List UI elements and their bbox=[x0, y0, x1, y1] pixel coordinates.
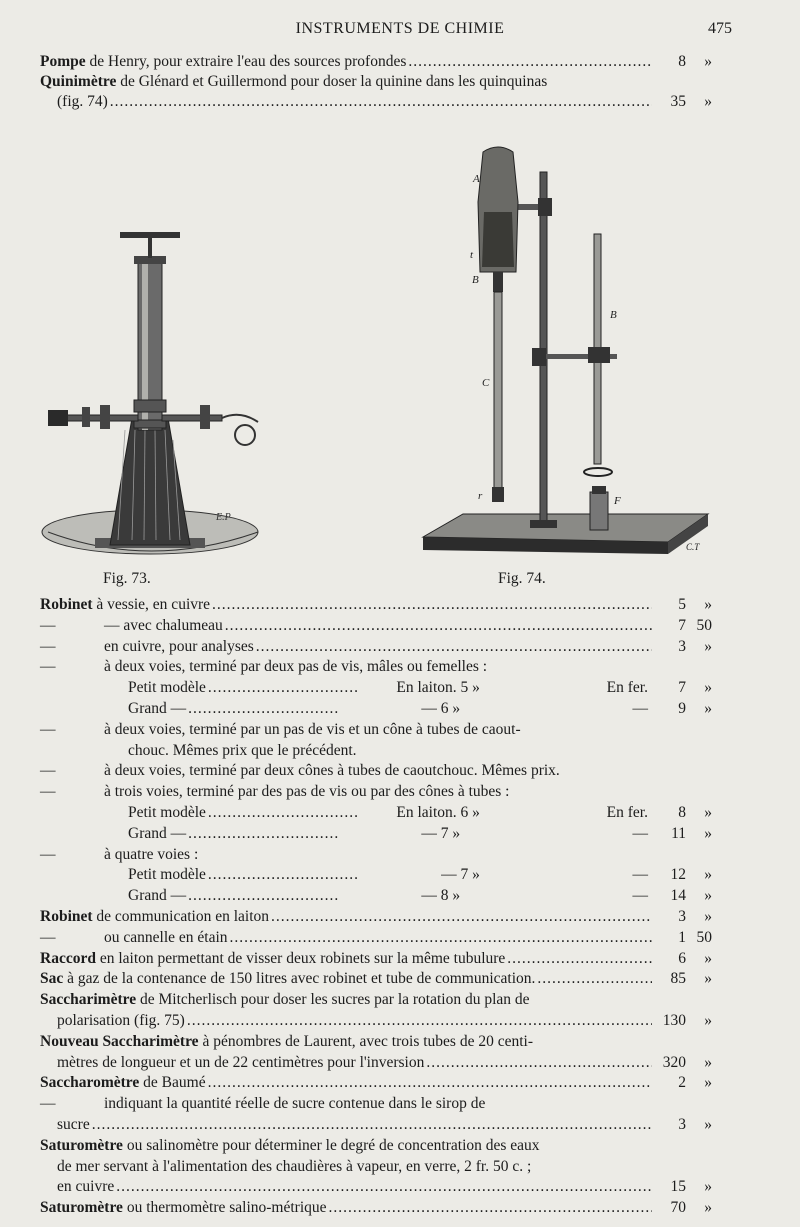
label-b2: B bbox=[610, 309, 617, 321]
entry-text: en laiton permettant de visser deux robinets sur la même tubulure bbox=[95, 949, 506, 967]
running-title: INSTRUMENTS DE CHIMIE bbox=[295, 20, 505, 37]
list-entry bbox=[40, 969, 712, 989]
entry-keyword: Saturomètre bbox=[40, 1136, 123, 1154]
pump-illustration bbox=[40, 220, 270, 570]
entry-text: de Mitcherlisch pour doser les sucres par la rotation du plan de bbox=[136, 991, 530, 1009]
engraver-signature: E.P bbox=[216, 512, 231, 523]
entry-text: ou salinomètre pour déterminer le degré de concentration des eaux bbox=[122, 1136, 540, 1154]
ditto-dash: — bbox=[40, 720, 56, 738]
list-entry bbox=[40, 1136, 712, 1156]
list-entry bbox=[40, 720, 712, 740]
price: 12 » bbox=[670, 866, 712, 884]
leader-dots bbox=[507, 949, 652, 969]
list-entry bbox=[128, 865, 712, 885]
entry-text: de Glénard et Guillermond pour doser la quinine dans les quinquinas bbox=[116, 73, 548, 90]
leader-dots bbox=[271, 907, 652, 927]
list-entry bbox=[40, 616, 712, 636]
price: 9 » bbox=[678, 700, 712, 717]
entry-text: Grand — bbox=[128, 700, 187, 717]
price: 8 » bbox=[678, 804, 712, 821]
figure-caption: Fig. 73. bbox=[103, 570, 151, 587]
list-entry bbox=[128, 886, 712, 906]
entry-text: ou cannelle en étain bbox=[104, 928, 228, 946]
entry-text: en cuivre, pour analyses bbox=[104, 637, 254, 655]
leader-dots bbox=[208, 1073, 652, 1093]
entry-text: — avec chalumeau bbox=[104, 616, 223, 634]
variant-price: — 6 » bbox=[421, 700, 461, 717]
list-entry bbox=[128, 678, 712, 698]
entry-text: Grand — bbox=[128, 824, 187, 842]
list-entry bbox=[128, 803, 712, 823]
label-f: F bbox=[614, 495, 621, 507]
list-entry bbox=[57, 1053, 712, 1073]
entry-text: Petit modèle bbox=[128, 679, 206, 697]
list-entry bbox=[128, 824, 712, 844]
entry-text: à vessie, en cuivre bbox=[92, 596, 211, 613]
entry-pompe bbox=[40, 52, 712, 72]
entry-text: sucre bbox=[57, 1116, 90, 1133]
leader-dots bbox=[187, 1011, 652, 1031]
entry-text: indiquant la quantité réelle de sucre contenue dans le sirop de bbox=[104, 1095, 486, 1113]
price: 15 » bbox=[670, 1178, 712, 1196]
list-entry bbox=[40, 761, 712, 781]
price: 3 » bbox=[678, 637, 712, 655]
entry-keyword: Raccord bbox=[40, 949, 96, 967]
entry-text: à deux voies, terminé par un pas de vis et un cône à tubes de caout- bbox=[104, 720, 521, 738]
entry-text: de Henry, pour extraire l'eau des sources profondes bbox=[85, 53, 407, 70]
list-entry bbox=[40, 595, 712, 615]
ditto-dash: — bbox=[40, 1095, 56, 1113]
entry-text: à pénombres de Laurent, avec trois tubes de 20 centi- bbox=[198, 1032, 533, 1050]
label-t: t bbox=[470, 249, 474, 261]
entry-text: à quatre voies : bbox=[104, 845, 199, 863]
entry-keyword: Robinet bbox=[40, 908, 93, 925]
leader-dots bbox=[208, 803, 358, 823]
leader-dots bbox=[256, 637, 652, 657]
engraver-signature: C.T bbox=[686, 542, 700, 552]
entry-keyword: Saccharimètre bbox=[40, 991, 137, 1009]
entry-keyword: Pompe bbox=[40, 53, 86, 70]
price: 6 » bbox=[678, 949, 712, 967]
list-entry bbox=[40, 928, 712, 948]
label-r: r bbox=[478, 490, 483, 502]
list-entry bbox=[40, 990, 712, 1010]
leader-dots bbox=[537, 969, 652, 989]
entry-text: à deux voies, terminé par deux pas de vis, mâles ou femelles : bbox=[104, 658, 488, 676]
list-entry bbox=[40, 782, 712, 802]
price: 320 » bbox=[662, 1053, 712, 1071]
entry-text: de communication en laiton bbox=[92, 908, 270, 925]
leader-dots bbox=[188, 699, 338, 719]
price: 85 » bbox=[670, 970, 712, 988]
entry-text: polarisation (fig. 75) bbox=[57, 1012, 185, 1029]
list-entry bbox=[40, 637, 712, 657]
leader-dots bbox=[230, 928, 652, 948]
ditto-dash: — bbox=[40, 658, 56, 676]
price: 8 » bbox=[678, 53, 712, 70]
variant-material: En fer. bbox=[606, 679, 648, 697]
price: 14 » bbox=[670, 887, 712, 905]
list-entry bbox=[40, 1094, 712, 1114]
ditto-dash: — bbox=[40, 928, 56, 946]
ditto-dash: — bbox=[40, 616, 56, 634]
list-entry bbox=[128, 699, 712, 719]
figure-caption: Fig. 74. bbox=[498, 570, 546, 587]
list-entry bbox=[57, 1115, 712, 1135]
entry-text: en cuivre bbox=[57, 1178, 115, 1196]
ditto-dash: — bbox=[40, 783, 56, 801]
price: 130 » bbox=[662, 1012, 712, 1029]
price: 3 » bbox=[678, 908, 712, 925]
entry-quinimetre bbox=[40, 72, 712, 92]
quinimetre-illustration bbox=[418, 142, 718, 570]
label-c: C bbox=[482, 377, 490, 389]
leader-dots bbox=[110, 92, 652, 112]
entry-text: (fig. 74) bbox=[57, 93, 108, 110]
entry-keyword: Saturomètre bbox=[40, 1199, 123, 1217]
page-number: 475 bbox=[708, 20, 732, 37]
variant-material: — bbox=[632, 700, 648, 717]
leader-dots bbox=[329, 1198, 652, 1218]
label-b: B bbox=[472, 274, 479, 286]
entry-quinimetre-cont bbox=[57, 92, 712, 112]
price: 5 » bbox=[678, 596, 712, 613]
list-entry bbox=[40, 1198, 712, 1218]
leader-dots bbox=[426, 1053, 652, 1073]
entry-text: à gaz de la contenance de 150 litres avec robinet et tube de communication. bbox=[63, 970, 536, 988]
leader-dots bbox=[116, 1177, 652, 1197]
leader-dots bbox=[208, 678, 358, 698]
entry-keyword: Sac bbox=[40, 970, 64, 988]
entry-text: Petit modèle bbox=[128, 866, 206, 884]
list-entry bbox=[40, 907, 712, 927]
leader-dots bbox=[188, 824, 338, 844]
entry-keyword: Robinet bbox=[40, 596, 93, 613]
variant-material: — bbox=[632, 887, 648, 905]
leader-dots bbox=[212, 595, 652, 615]
entry-text: Grand — bbox=[128, 887, 187, 905]
entry-text: à deux voies, terminé par deux cônes à tubes de caoutchouc. Mêmes prix. bbox=[104, 762, 560, 780]
price: 7 » bbox=[678, 679, 712, 697]
price: 1 50 bbox=[678, 928, 712, 946]
entry-keyword: Saccharomètre bbox=[40, 1074, 140, 1092]
price: 70 » bbox=[670, 1199, 712, 1217]
list-entry bbox=[57, 1011, 712, 1031]
list-entry bbox=[40, 1073, 712, 1093]
leader-dots bbox=[92, 1115, 652, 1135]
leader-dots bbox=[408, 52, 652, 72]
list-entry bbox=[57, 1177, 712, 1197]
list-entry bbox=[128, 741, 712, 761]
ditto-dash: — bbox=[40, 762, 56, 780]
price: 7 50 bbox=[678, 616, 712, 634]
list-entry bbox=[40, 657, 712, 677]
variant-price: — 7 » bbox=[441, 866, 480, 884]
ditto-dash: — bbox=[40, 637, 56, 655]
price: 3 » bbox=[678, 1116, 712, 1133]
entry-text: ou thermomètre salino-métrique bbox=[122, 1199, 327, 1217]
list-entry bbox=[40, 949, 712, 969]
ditto-dash: — bbox=[40, 845, 56, 863]
figures-area bbox=[40, 120, 740, 590]
variant-price: En laiton. 5 » bbox=[396, 679, 480, 697]
entry-text: à trois voies, terminé par des pas de vis ou par des cônes à tubes : bbox=[104, 783, 510, 801]
price: 11 » bbox=[671, 824, 712, 842]
variant-material: — bbox=[632, 866, 648, 884]
leader-dots bbox=[208, 865, 358, 885]
variant-material: En fer. bbox=[606, 804, 648, 821]
variant-material: — bbox=[632, 824, 648, 842]
list-entry bbox=[57, 1157, 712, 1177]
variant-price: — 7 » bbox=[421, 824, 461, 842]
variant-price: — 8 » bbox=[421, 887, 461, 905]
entry-text: de mer servant à l'alimentation des chaudières à vapeur, en verre, 2 fr. 50 c. ; bbox=[57, 1157, 532, 1175]
entry-text: chouc. Mêmes prix que le précédent. bbox=[128, 741, 357, 759]
leader-dots bbox=[225, 616, 652, 636]
label-a: A bbox=[473, 173, 480, 185]
list-entry bbox=[40, 1032, 712, 1052]
variant-price: En laiton. 6 » bbox=[396, 804, 480, 821]
list-entry bbox=[40, 845, 712, 865]
entry-text: Petit modèle bbox=[128, 804, 206, 821]
entry-text: mètres de longueur et un de 22 centimètres pour l'inversion bbox=[57, 1053, 425, 1071]
entry-keyword: Quinimètre bbox=[40, 73, 117, 90]
entry-text: de Baumé bbox=[139, 1074, 206, 1092]
leader-dots bbox=[188, 886, 338, 906]
price: 35 » bbox=[670, 93, 712, 110]
price: 2 » bbox=[678, 1074, 712, 1092]
entry-keyword: Nouveau Saccharimètre bbox=[40, 1032, 199, 1050]
page-header bbox=[0, 20, 800, 42]
